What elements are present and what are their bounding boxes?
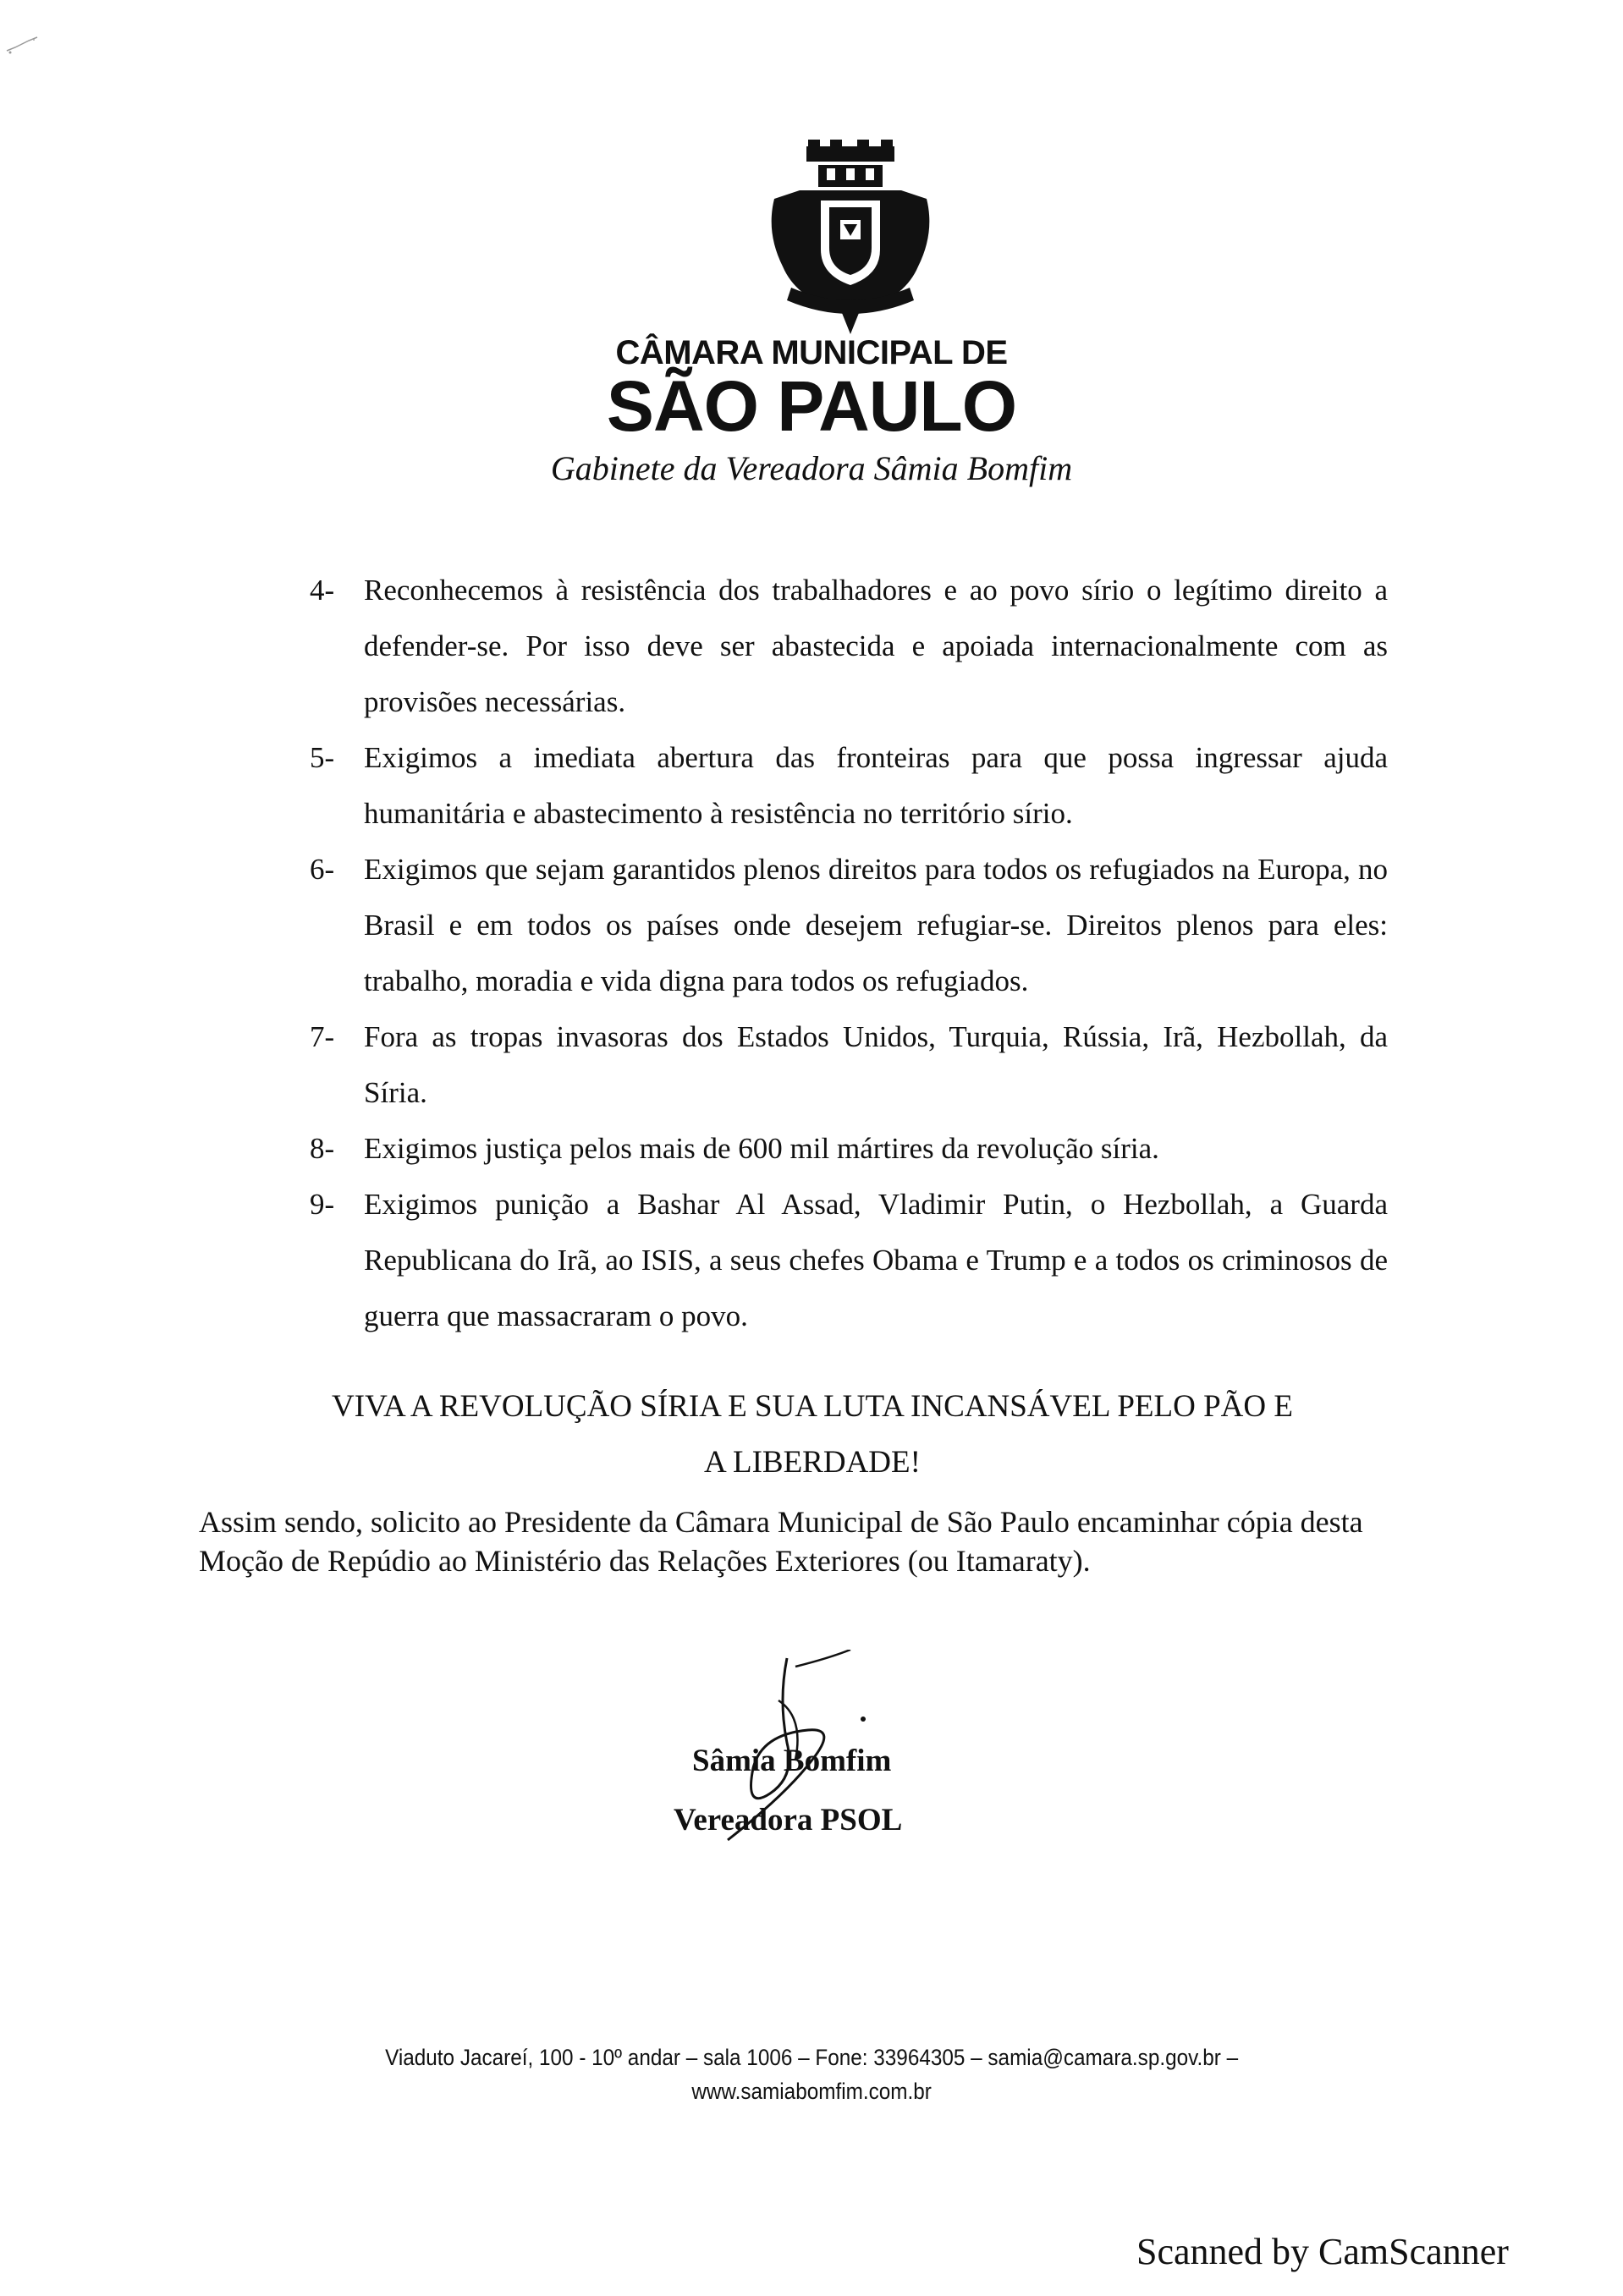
list-item-number: 4- — [310, 574, 335, 607]
list-item — [305, 563, 1388, 730]
footer-contact — [81, 2041, 1542, 2108]
list-item-number: 8- — [310, 1132, 335, 1165]
signatory-role: Vereadora PSOL — [674, 1803, 903, 1837]
footer-address: Viaduto Jacareí, 100 - 10º andar – sala 1006 – Fone: 33964305 – samia@camara.sp.gov.br – — [385, 2045, 1239, 2070]
closing-paragraph: Assim sendo, solicito ao Presidente da Câmara Municipal de São Paulo encaminhar cópia desta Moção de Repúdio ao Ministério das Relações Exteriores (ou Itamaraty). — [199, 1505, 1363, 1578]
list-item-text: Reconhecemos à resistência dos trabalhadores e ao povo sírio o legítimo direito a defender-se. Por isso deve ser abastecida e apoiada internacionalmente com as provisões necessárias. — [364, 574, 1388, 718]
list-item-text: Exigimos punição a Bashar Al Assad, Vladimir Putin, o Hezbollah, a Guarda Republicana do Irã, ao ISIS, a seus chefes Obama e Trump e a todos os criminosos de guerra que massacraram o povo. — [364, 1188, 1388, 1332]
organization-name-line2: SÃO PAULO — [606, 366, 1017, 446]
list-item-text: Exigimos justiça pelos mais de 600 mil mártires da revolução síria. — [364, 1132, 1159, 1165]
demands-list — [305, 563, 1388, 1344]
scanner-watermark: Scanned by CamScanner — [1136, 2231, 1509, 2272]
signatory-name: Sâmia Bomfim — [692, 1744, 892, 1778]
list-item-number: 9- — [310, 1188, 335, 1221]
list-item — [305, 730, 1388, 842]
slogan — [195, 1379, 1430, 1491]
list-item-number: 6- — [310, 853, 335, 886]
footer-website: www.samiabomfim.com.br — [691, 2079, 932, 2104]
list-item — [305, 842, 1388, 1009]
list-item-text: Fora as tropas invasoras dos Estados Unidos, Turquia, Rússia, Irã, Hezbollah, da Síria. — [364, 1020, 1388, 1109]
list-item — [305, 1121, 1388, 1177]
list-item-text: Exigimos que sejam garantidos plenos direitos para todos os refugiados na Europa, no Brasil e em todos os países onde desejem refugiar-se. Direitos plenos para eles: trabalho, moradia e vida digna para todos os refugiados. — [364, 853, 1388, 997]
list-item — [305, 1177, 1388, 1344]
municipal-crest-icon — [766, 140, 935, 334]
slogan-line1: VIVA A REVOLUÇÃO SÍRIA E SUA LUTA INCANSÁVEL PELO PÃO E — [332, 1389, 1293, 1424]
office-subtitle: Gabinete da Vereadora Sâmia Bomfim — [550, 449, 1073, 487]
list-item-number: 5- — [310, 741, 335, 774]
list-item-number: 7- — [310, 1020, 335, 1053]
list-item — [305, 1009, 1388, 1121]
scan-speck-mark — [3, 32, 46, 58]
slogan-line2: A LIBERDADE! — [704, 1445, 921, 1480]
organization-name-line1: CÂMARA MUNICIPAL DE — [615, 334, 1008, 371]
list-item-text: Exigimos a imediata abertura das fronteiras para que possa ingressar ajuda humanitária e abastecimento à resistência no território sírio. — [364, 741, 1388, 830]
